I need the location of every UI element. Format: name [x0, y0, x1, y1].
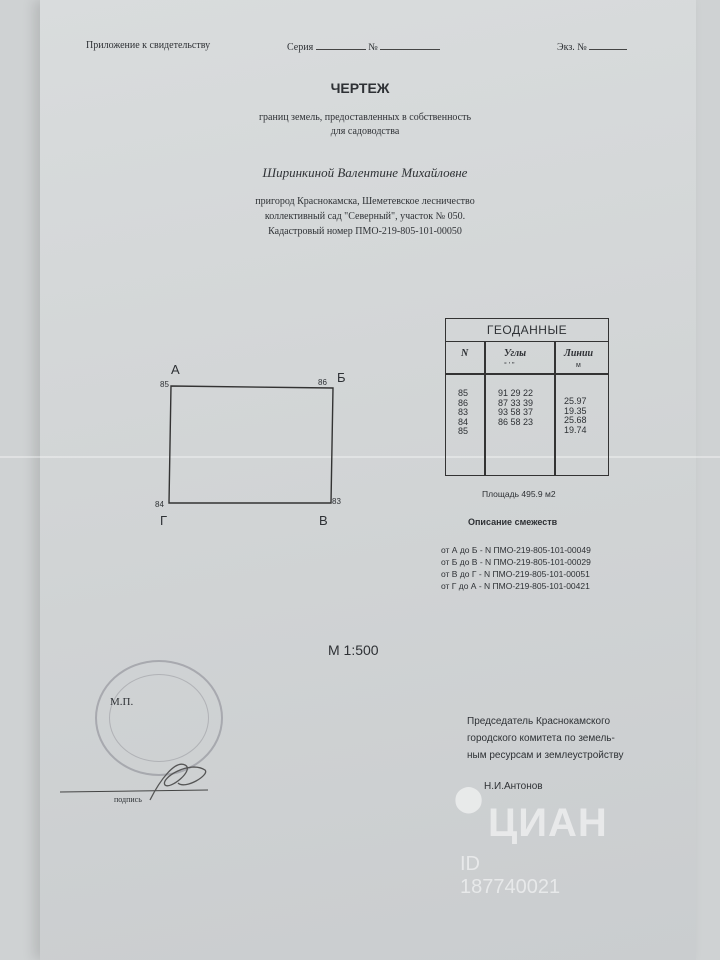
col-header-angles: Углы [504, 348, 527, 359]
angle-cell: 91 29 22 [498, 388, 534, 398]
address-line-1: пригород Краснокамска, Шеметевское лесничество [255, 196, 475, 207]
title-line-2: для садоводства [330, 126, 400, 137]
line-cell: 25.68 [564, 415, 587, 425]
title-line-1: границ земель, предоставленных в собственность [258, 112, 472, 123]
corner-letter-a: А [171, 362, 180, 377]
geodata-title: ГЕОДАННЫЕ [446, 319, 608, 342]
point-cell: 83 [458, 407, 469, 417]
col-header-lines: Линии [564, 348, 594, 359]
line-cell: 19.35 [564, 405, 587, 416]
col-units-lines: м [576, 362, 581, 369]
signature-line [60, 790, 208, 792]
chairman-line-3: ным ресурсам и землеустройству [467, 750, 624, 761]
corner-number-g: 84 [155, 500, 164, 509]
chairman-line-1: Председатель Краснокамского [467, 716, 611, 727]
area-value: Площадь 495.9 м2 [482, 489, 556, 499]
col-header-n: N [461, 348, 469, 359]
seal-label: М.П. [110, 696, 134, 708]
col-units-angles: ° ' " [504, 362, 515, 369]
line-cell: 25.97 [564, 396, 587, 406]
corner-letter-g: Г [160, 513, 168, 528]
scale-label: М 1:500 [328, 642, 379, 658]
adjacency-row: от В до Г - N ПМО-219-805-101-00051 [441, 569, 590, 579]
signature-stroke [150, 764, 206, 800]
series-label: Серия [287, 42, 314, 53]
corner-letter-v: В [319, 513, 328, 528]
line-cell: 19.74 [564, 424, 587, 435]
watermark-id: ID 187740021 [460, 853, 561, 898]
copy-label: Экз. № [557, 42, 587, 53]
chairman-line-2: городского комитета по земель- [467, 733, 615, 744]
chairman-name: Н.И.Антонов [484, 781, 543, 792]
point-cell: 85 [458, 388, 469, 398]
corner-number-b: 86 [318, 378, 327, 387]
adjacency-row: от А до Б - N ПМО-219-805-101-00049 [441, 545, 591, 555]
point-cell: 84 [458, 416, 469, 427]
appendix-label: Приложение к свидетельству [86, 40, 211, 51]
address-line-2: коллективный сад "Северный", участок № 050. [264, 211, 466, 222]
adjacency-row: от Г до А - N ПМО-219-805-101-00421 [441, 581, 590, 591]
angle-cell: 87 33 39 [498, 397, 534, 408]
corner-letter-b: Б [337, 370, 346, 385]
document-title: ЧЕРТЕЖ [330, 80, 390, 96]
angle-cell: 86 58 23 [498, 416, 534, 427]
point-cell: 85 [458, 426, 469, 436]
point-cell: 86 [458, 397, 469, 408]
number-sign: № [368, 42, 378, 53]
adjacency-title: Описание смежеств [468, 517, 558, 527]
owner-name: Ширинкиной Валентине Михайловне [262, 165, 468, 180]
signature-caption: подпись [114, 795, 142, 804]
cadastral-number: Кадастровый номер ПМО-219-805-101-00050 [268, 226, 462, 237]
corner-number-a: 85 [160, 380, 169, 389]
adjacency-row: от Б до В - N ПМО-219-805-101-00029 [441, 557, 591, 567]
angle-cell: 93 58 37 [498, 407, 534, 417]
location-pin-icon: ⬤ [454, 783, 484, 813]
corner-number-v: 83 [332, 497, 341, 506]
watermark-brand: ЦИАН [488, 801, 608, 845]
